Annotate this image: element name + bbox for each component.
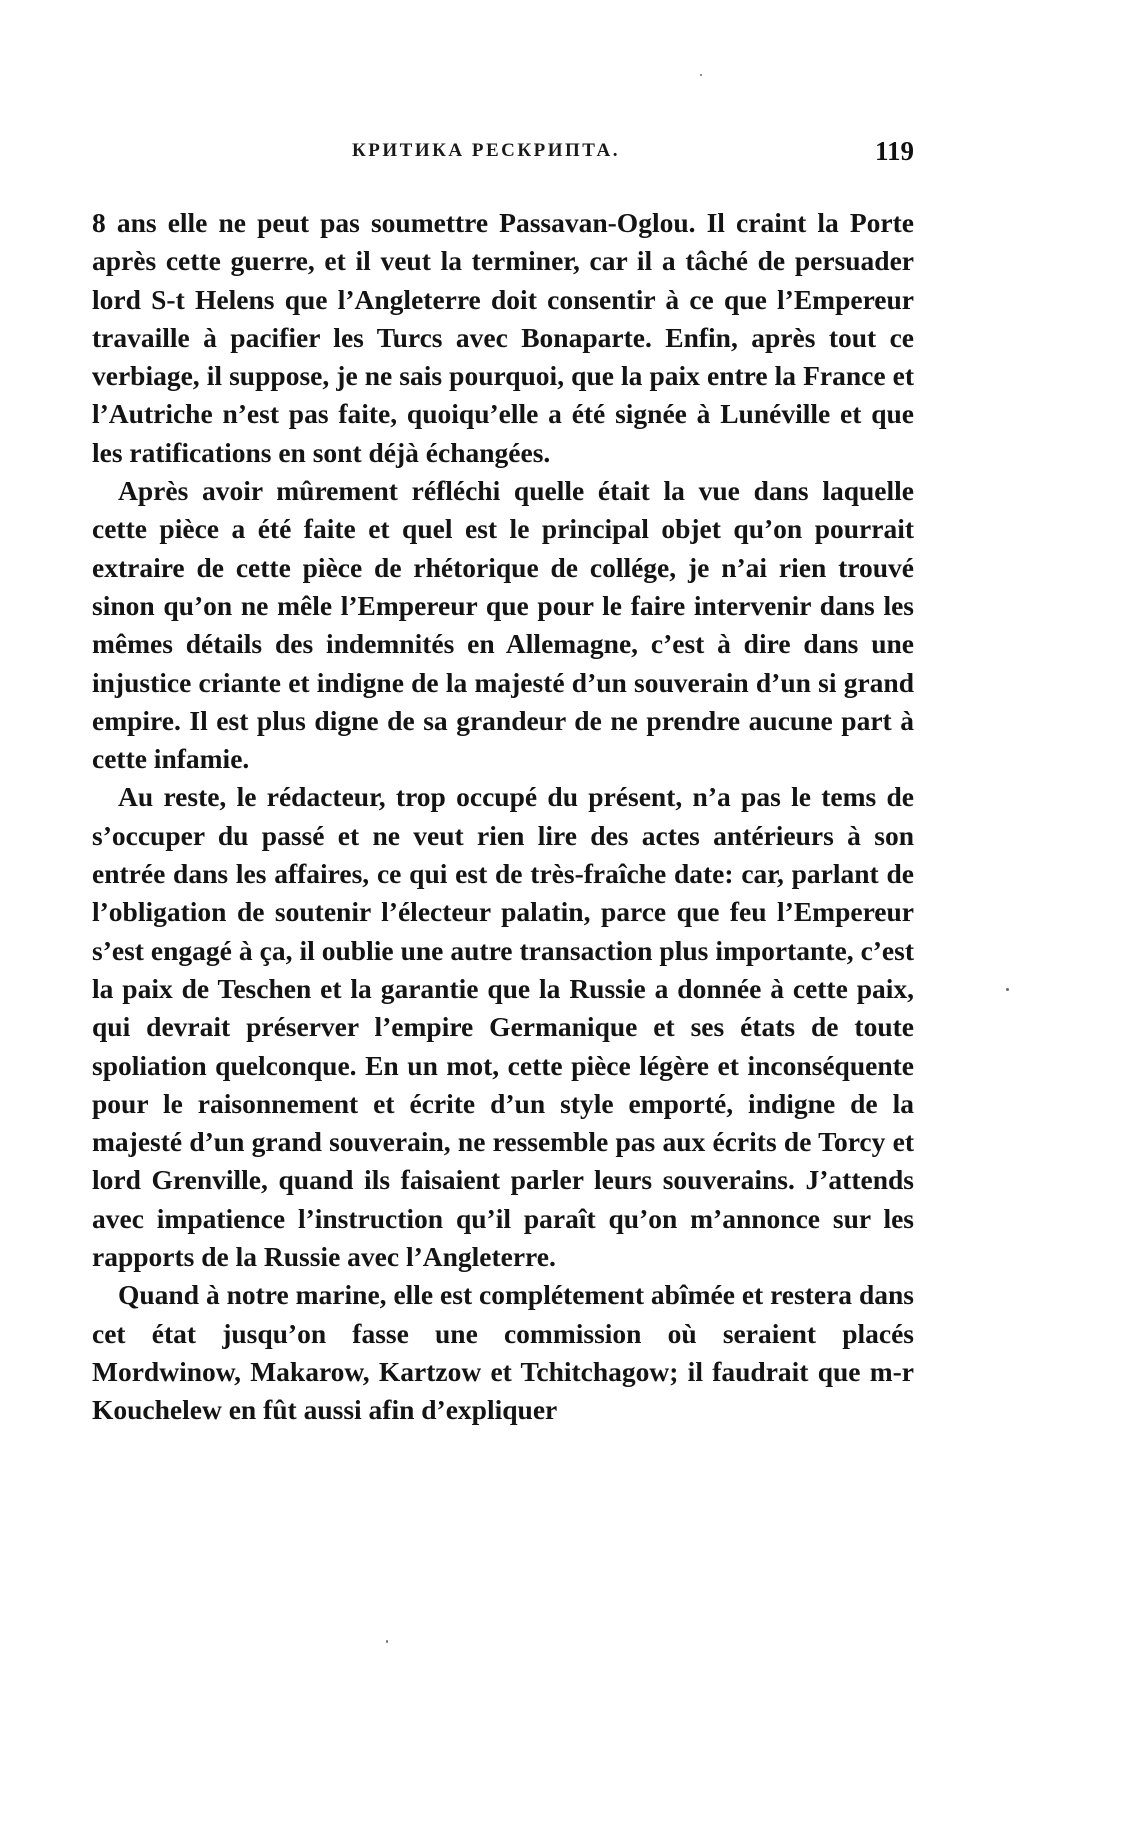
scan-speck — [386, 1640, 388, 1643]
scan-speck — [700, 74, 702, 76]
text-body — [92, 204, 914, 1430]
paragraph-2: Après avoir mûrement réfléchi quelle était la vue dans laquelle cette pièce a été faite et quel est le principal objet qu’on pourrait extraire de cette pièce de rhétorique de collége, je n’ai rien trouvé sinon qu’on ne mêle l’Empereur que pour le faire intervenir dans les mêmes détails des indemnités en Allemagne, c’est à dire dans une injustice criante et indigne de la majesté d’un souverain d’un si grand empire. Il est plus digne de sa grandeur de ne prendre aucune part à cette infamie. — [92, 475, 914, 775]
scan-speck — [1006, 988, 1009, 991]
paragraph-3: Au reste, le rédacteur, trop occupé du présent, n’a pas le tems de s’occuper du passé et ne veut rien lire des actes antérieurs à son entrée dans les affaires, ce qui est de très-fraîche date: car, parlant de l’obligation de soutenir l’électeur palatin, parce que feu l’Empereur s’est engagé à ça, il oublie une autre transaction plus importante, c’est la paix de Teschen et la garantie que la Russie a donnée à cette paix, qui devrait préserver l’empire Germanique et ses états de toute spoliation quelconque. En un mot, cette pièce légère et inconséquente pour le raisonnement et écrite d’un style emporté, indigne de la majesté d’un grand souverain, ne ressemble pas aux écrits de Torcy et lord Grenville, quand ils faisaient parler leurs souverains. J’attends avec impatience l’instruction qu’il paraît qu’on m’annonce sur les rapports de la Russie avec l’Angleterre. — [92, 781, 914, 1273]
running-head — [92, 136, 914, 170]
page-number: 119 — [874, 136, 914, 166]
paragraph-1: 8 ans elle ne peut pas soumettre Passavan-Oglou. Il craint la Porte après cette guerre, et il veut la terminer, car il a tâché de persuader lord S-t Helens que l’Angleterre doit consentir à ce que l’Empereur travaille à pacifier les Turcs avec Bonaparte. Enfin, après tout ce verbiage, il suppose, je ne sais pourquoi, que la paix entre la France et l’Autriche n’est pas faite, quoiqu’elle a été signée à Lunéville et que les ratifications en sont déjà échangées. — [92, 207, 914, 468]
paragraph-4: Quand à notre marine, elle est complétement abîmée et restera dans cet état jusqu’on fasse une commission où seraient placés Mordwinow, Makarow, Kartzow et Tchitchagow; il faudrait que m-r Kouchelew en fût aussi afin d’expliquer — [92, 1279, 914, 1426]
running-title: КРИТИКА РЕСКРИПТА. — [352, 140, 620, 161]
